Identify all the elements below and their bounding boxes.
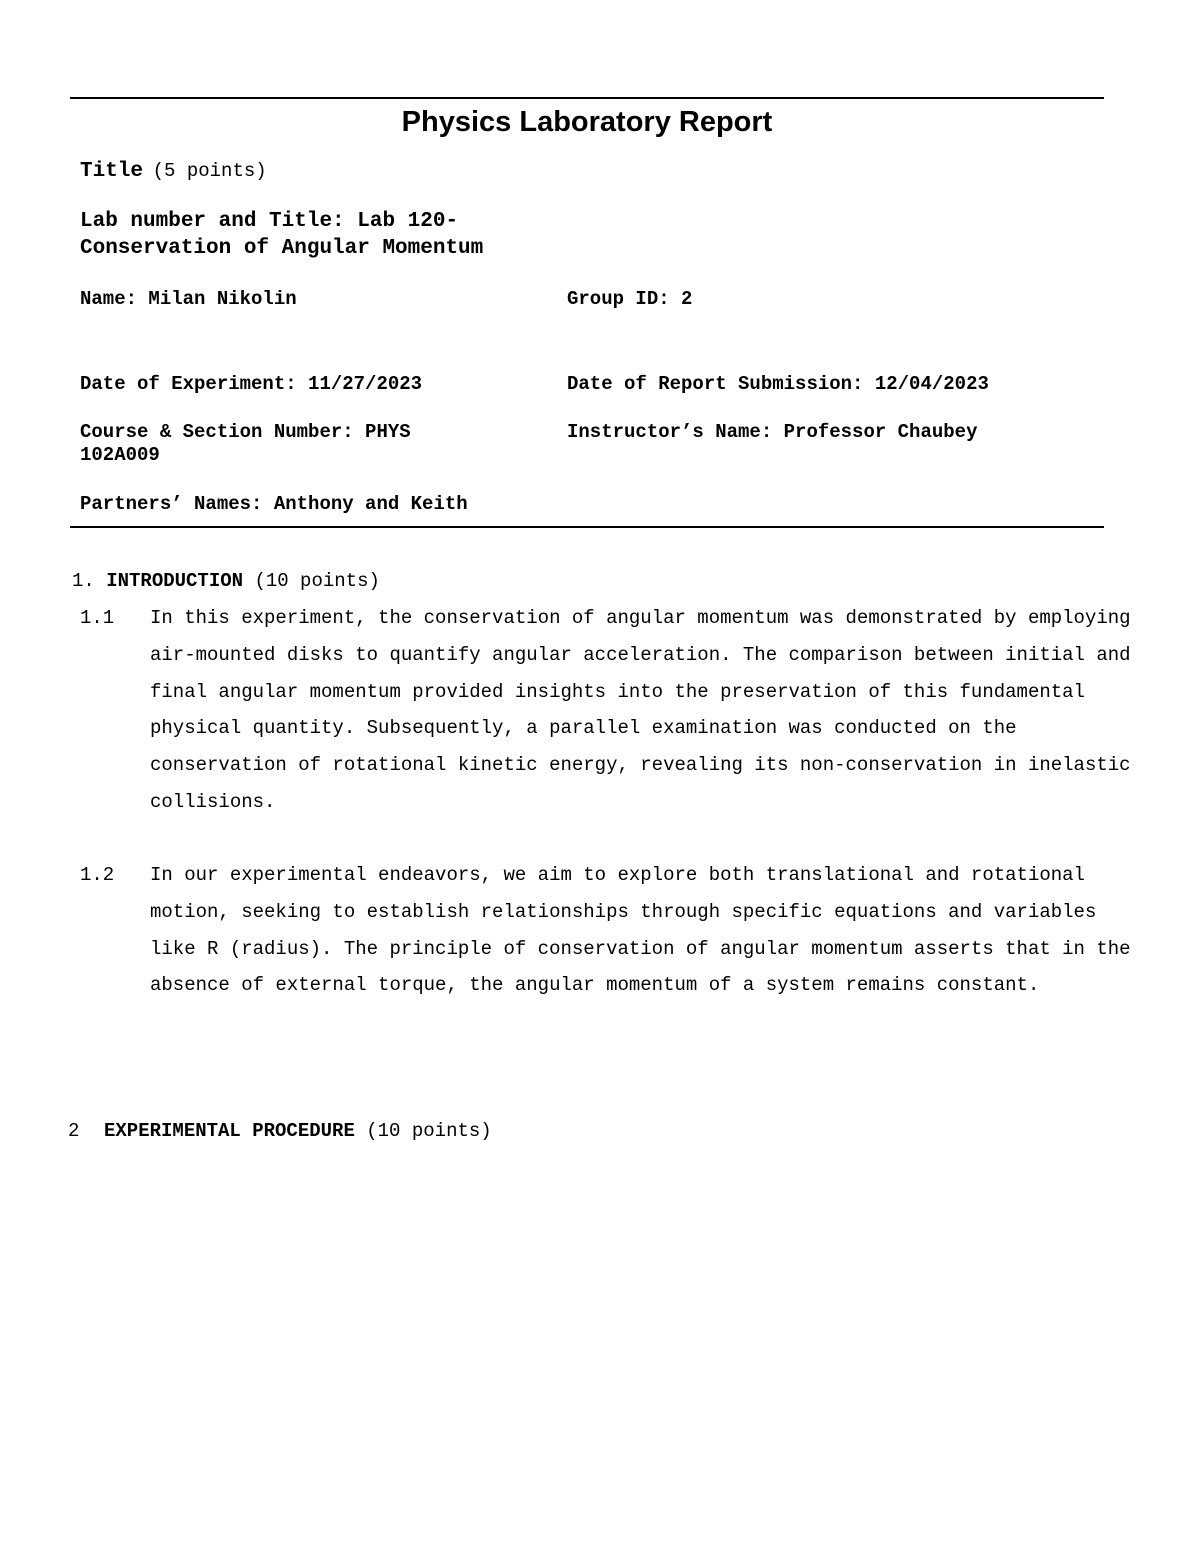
procedure-heading <box>68 1120 492 1142</box>
group-id: Group ID: 2 <box>567 288 693 310</box>
title-label: Title <box>80 160 144 183</box>
date-of-submission: Date of Report Submission: 12/04/2023 <box>567 373 989 395</box>
student-name: Name: Milan Nikolin <box>80 288 297 310</box>
instructor-name: Instructor’s Name: Professor Chaubey <box>567 421 978 443</box>
course-section-line-2: 102A009 <box>80 444 160 466</box>
date-of-experiment: Date of Experiment: 11/27/2023 <box>80 373 423 395</box>
lab-title-line-2: Conservation of Angular Momentum <box>80 237 484 260</box>
procedure-title: EXPERIMENTAL PROCEDURE <box>104 1120 355 1142</box>
course-section-line-1: Course & Section Number: PHYS <box>80 421 411 443</box>
top-rule <box>70 97 1104 99</box>
title-label-row <box>80 160 267 183</box>
introduction-paragraph-1-2: In our experimental endeavors, we aim to explore both translational and rotational motion, seeking to establish relationships through specific equations and variables like R (radius). The principle of conservation of angular momentum asserts that in the absence of external torque, the angular momentum of a system remains constant. <box>150 864 1131 997</box>
procedure-points: (10 points) <box>366 1120 492 1142</box>
introduction-paragraph-1-1: In this experiment, the conservation of angular momentum was demonstrated by employing air-mounted disks to quantify angular acceleration. The comparison between initial and final angular momentum provided insights into the preservation of this fundamental physical quantity. Subsequently, a parallel examination was conducted on the conservation of rotational kinetic energy, revealing its non-conservation in inelastic collisions. <box>150 607 1131 813</box>
introduction-heading <box>72 570 380 592</box>
title-points: (5 points) <box>152 160 267 182</box>
item-number-1-1: 1.1 <box>80 607 115 629</box>
partners-names: Partners’ Names: Anthony and Keith <box>80 493 468 515</box>
lab-title-line-1: Lab number and Title: Lab 120- <box>80 210 459 233</box>
item-number-1-2: 1.2 <box>80 864 115 886</box>
introduction-points: (10 points) <box>254 570 380 592</box>
introduction-number: 1. <box>72 570 95 592</box>
header-bottom-rule <box>70 526 1104 528</box>
introduction-title: INTRODUCTION <box>106 570 244 592</box>
page-title: Physics Laboratory Report <box>401 106 773 138</box>
procedure-number: 2 <box>68 1120 80 1142</box>
